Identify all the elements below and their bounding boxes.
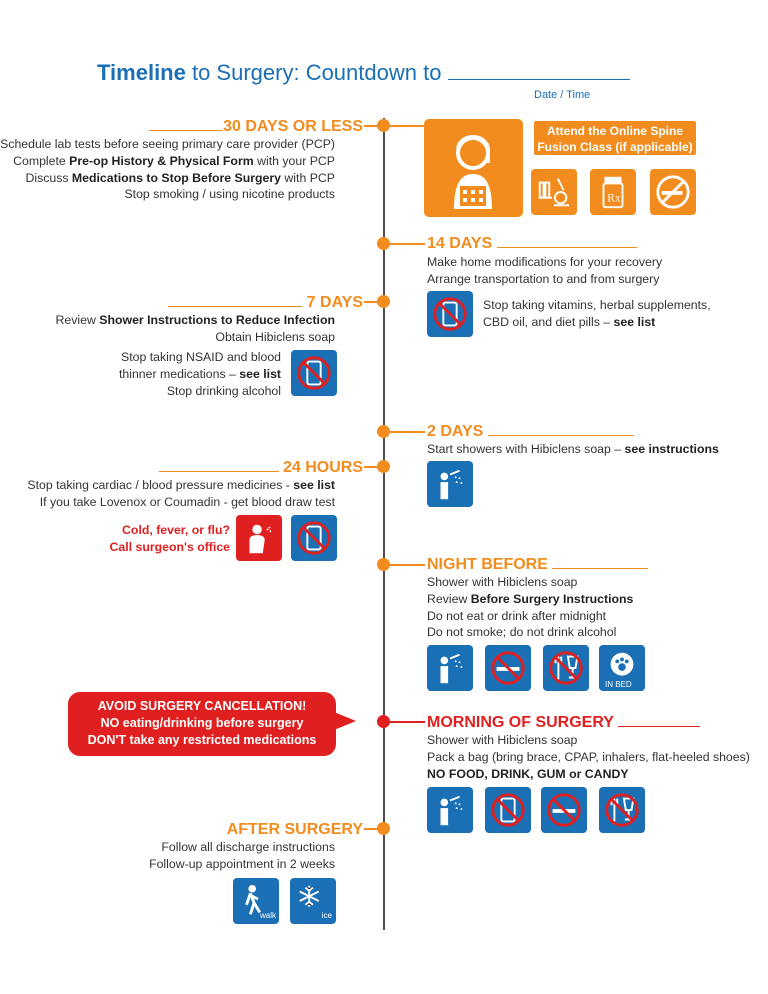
heading-2-days: 2 DAYS <box>427 423 634 441</box>
shower-icon-morning <box>427 787 473 833</box>
lab-microscope-icon <box>531 169 577 215</box>
shower-icon-night <box>427 645 473 691</box>
text-14-days: Make home modifications for your recovery Arrange transportation to and from surgery <box>427 255 663 286</box>
title-bold: Timeline <box>97 60 186 85</box>
spine-class-badge[interactable]: Attend the Online Spine Fusion Class (if applicable) <box>533 120 697 156</box>
connector-7 <box>364 301 384 303</box>
ice-icon <box>290 878 336 924</box>
walk-label: walk <box>259 911 276 920</box>
heading-after-surgery: AFTER SURGERY <box>226 821 363 838</box>
prescription-bottle-icon <box>590 169 636 215</box>
doctor-calendar-icon <box>424 119 523 217</box>
no-smoking-icon <box>650 169 696 215</box>
connector-morning <box>385 721 425 723</box>
walk-icon <box>233 878 279 924</box>
no-medication-icon-morning <box>485 787 531 833</box>
page-title <box>97 60 630 86</box>
date-time-label: Date / Time <box>534 89 591 101</box>
text-night-before: Shower with Hibiclens soap Review Before Surgery Instructions Do not eat or drink after midnight Do not smoke; do not drink alcohol <box>427 575 634 640</box>
date-blank <box>448 79 630 80</box>
no-smoking-icon-morning <box>541 787 587 833</box>
heading-night-before: NIGHT BEFORE <box>427 556 648 574</box>
shower-icon <box>427 461 473 507</box>
text-nsaid: Stop taking NSAID and blood thinner medications – see list Stop drinking alcohol <box>118 350 281 398</box>
heading-30-days: 30 DAYS OR LESS <box>149 118 363 136</box>
warning-pointer <box>334 712 356 730</box>
heading-24-hours: 24 HOURS <box>159 459 363 477</box>
connector-night <box>385 564 425 566</box>
connector-24 <box>364 466 384 468</box>
text-vitamins: Stop taking vitamins, herbal supplements, CBD oil, and diet pills – see list <box>483 298 711 329</box>
connector-30-right <box>385 125 425 127</box>
cold-fever-warning: Cold, fever, or flu? Call surgeon's office <box>109 523 230 554</box>
svg-text:Rx: Rx <box>607 192 621 205</box>
in-bed-label: IN BED <box>605 680 632 689</box>
sick-person-icon <box>236 515 282 561</box>
no-vitamins-icon <box>427 291 473 337</box>
no-food-drink-icon-morning <box>599 787 645 833</box>
text-2-days: Start showers with Hibiclens soap – see instructions <box>427 442 719 456</box>
ice-label: ice <box>321 911 332 920</box>
text-24-hours: Stop taking cardiac / blood pressure medicines - see list If you take Lovenox or Coumadin - get blood draw test <box>27 478 335 509</box>
cancellation-warning: AVOID SURGERY CANCELLATION! NO eating/drinking before surgery DON'T take any restricted medications <box>68 692 336 756</box>
connector-14 <box>385 243 425 245</box>
text-7-days: Review Shower Instructions to Reduce Infection Obtain Hibiclens soap <box>55 313 335 344</box>
no-medication-icon <box>291 350 337 396</box>
no-smoking-icon-night <box>485 645 531 691</box>
title-rest: to Surgery: Countdown to <box>185 60 448 85</box>
text-morning: Shower with Hibiclens soap Pack a bag (bring brace, CPAP, inhalers, flat-heeled shoes) NO FOOD, DRINK, GUM or CANDY <box>427 733 750 781</box>
heading-14-days: 14 DAYS <box>427 235 637 253</box>
no-pets-in-bed-icon <box>599 645 645 691</box>
text-30-days: Schedule lab tests before seeing primary care provider (PCP) Complete Pre-op History & Physical Form with your PCP Discuss Medications to Stop Before Surgery with PCP Stop smoking / using nicotine products <box>0 137 335 202</box>
connector-2 <box>385 431 425 433</box>
heading-morning-of-surgery: MORNING OF SURGERY <box>427 714 700 732</box>
no-food-drink-icon-night <box>543 645 589 691</box>
heading-7-days: 7 DAYS <box>168 294 363 312</box>
connector-after <box>364 828 384 830</box>
no-medication-icon-24h <box>291 515 337 561</box>
text-after-surgery: Follow all discharge instructions Follow-up appointment in 2 weeks <box>149 840 335 871</box>
